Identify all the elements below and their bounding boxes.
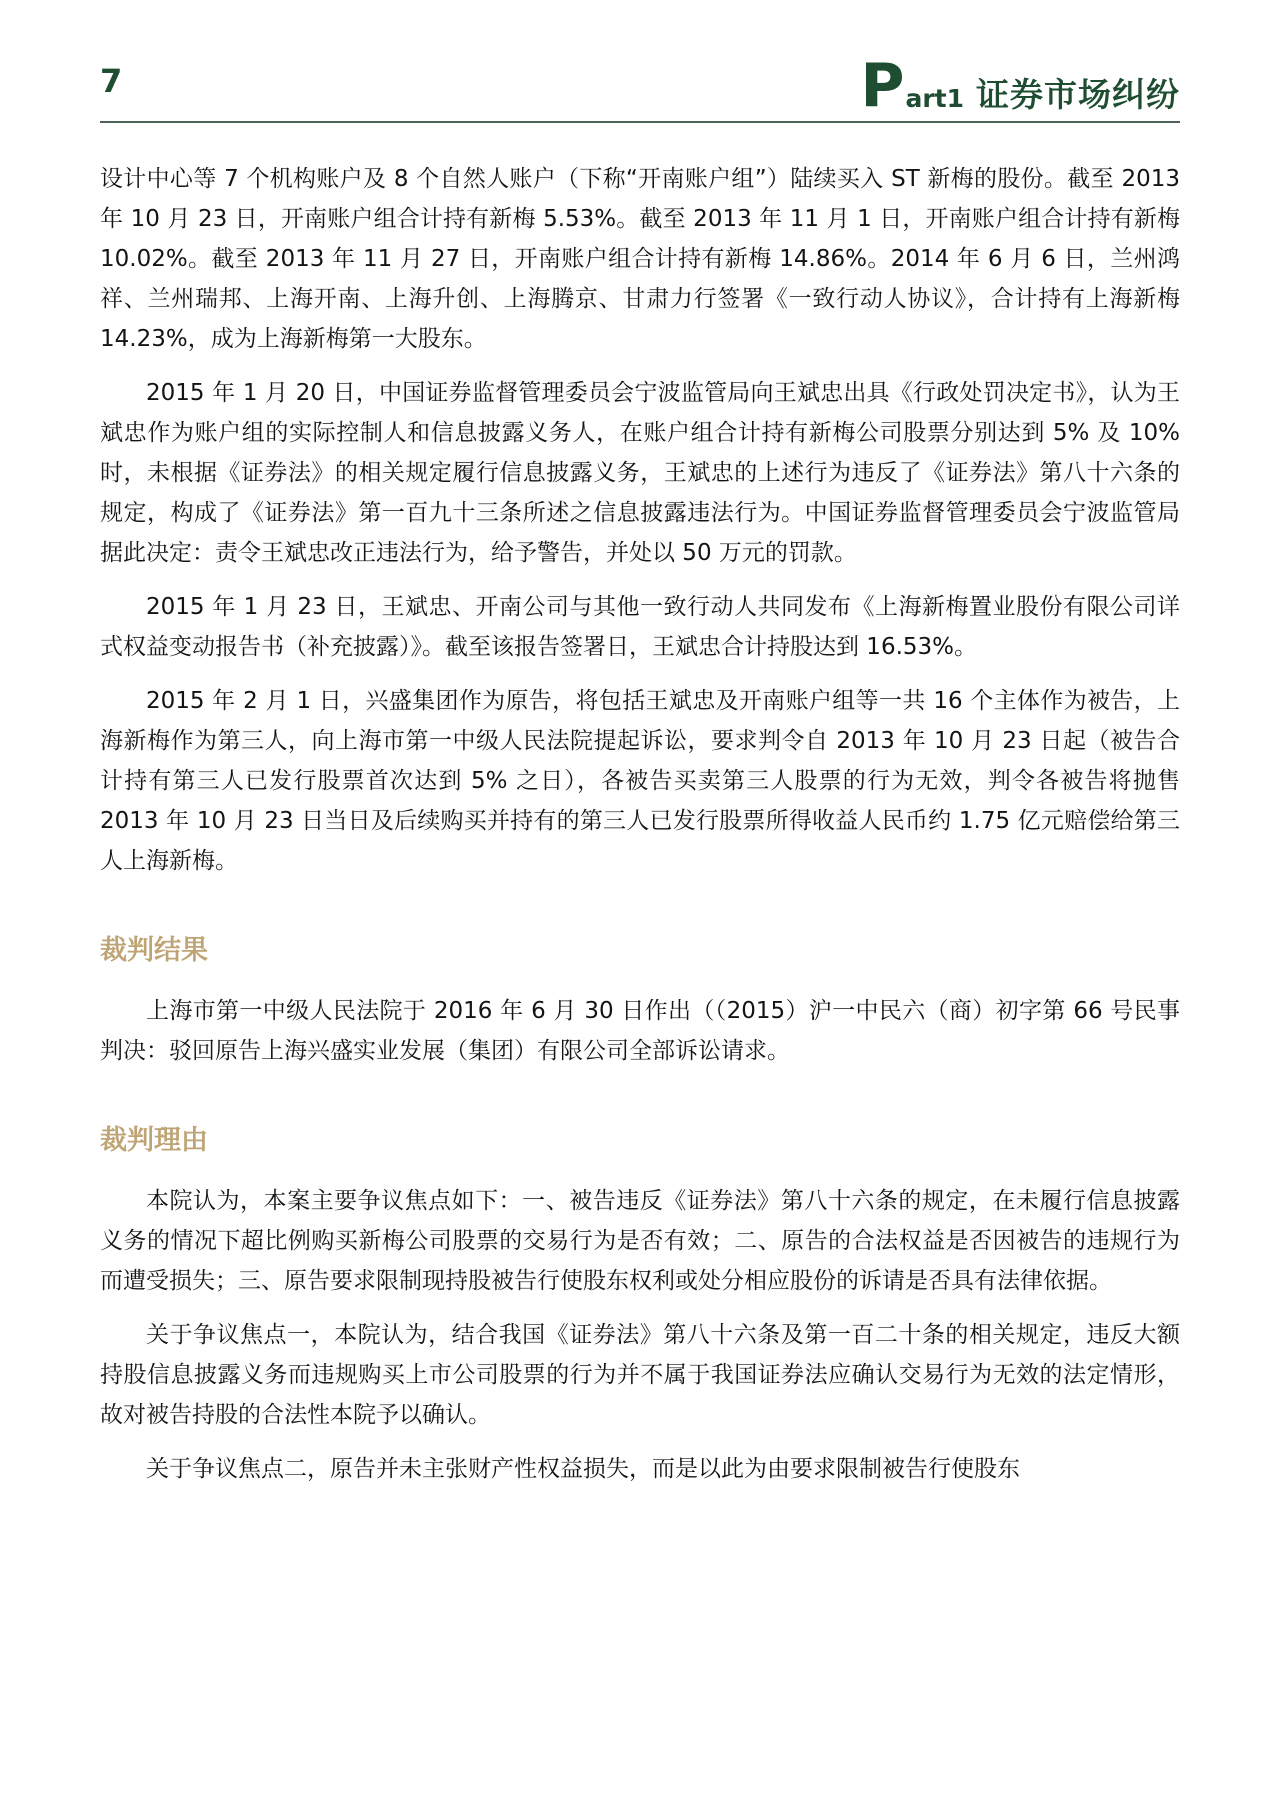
chapter-header xyxy=(860,51,1180,121)
part-number-label: art1 xyxy=(905,84,964,114)
paragraph-dispute-focus-list: 本院认为，本案主要争议焦点如下：一、被告违反《证券法》第八十六条的规定，在未履行信息披露义务的情况下超比例购买新梅公司股票的交易行为是否有效；二、原告的合法权益是否因被告的违规行为而遭受损失；三、原告要求限制现持股被告行使股东权利或处分相应股份的诉请是否具有法律依据。 xyxy=(100,1188,1180,1295)
section-heading-judgment-result: 裁判结果 xyxy=(100,935,208,967)
part-initial-letter: P xyxy=(860,51,905,121)
paragraph-csrc-penalty: 2015 年 1 月 20 日，中国证券监督管理委员会宁波监管局向王斌忠出具《行政处罚决定书》，认为王斌忠作为账户组的实际控制人和信息披露义务人，在账户组合计持有新梅公司股票分别达到 5% 及 10% 时，未根据《证券法》的相关规定履行信息披露义务，王斌忠的上述行为违反了《证券法》第八十六条的规定，构成了《证券法》第一百九十三条所述之信息披露违法行为。中国证券监督管理委员会宁波监管局据此决定：责令王斌忠改正违法行为，给予警告，并处以 50 万元的罚款。 xyxy=(100,380,1180,567)
paragraph-dispute-focus-one: 关于争议焦点一，本院认为，结合我国《证券法》第八十六条及第一百二十条的相关规定，违反大额持股信息披露义务而违规购买上市公司股票的行为并不属于我国证券法应确认交易行为无效的法定情形，故对被告持股的合法性本院予以确认。 xyxy=(100,1322,1180,1429)
paragraph-judgment-result: 上海市第一中级人民法院于 2016 年 6 月 30 日作出（（2015）沪一中民六（商）初字第 66 号民事判决：驳回原告上海兴盛实业发展（集团）有限公司全部诉讼请求。 xyxy=(100,998,1180,1065)
paragraph-lawsuit-filing: 2015 年 2 月 1 日，兴盛集团作为原告，将包括王斌忠及开南账户组等一共 16 个主体作为被告，上海新梅作为第三人，向上海市第一中级人民法院提起诉讼，要求判令自 2013 年 10 月 23 日起（被告合计持有第三人已发行股票首次达到 5% 之日），各被告买卖第三人股票的行为无效，判令各被告将抛售 2013 年 10 月 23 日当日及后续购买并持有的第三人已发行股票所得收益人民币约 1.75 亿元赔偿给第三人上海新梅。 xyxy=(100,688,1180,875)
page-number: 7 xyxy=(100,62,123,101)
paragraph-dispute-focus-two: 关于争议焦点二，原告并未主张财产性权益损失，而是以此为由要求限制被告行使股东 xyxy=(146,1456,1020,1483)
paragraph-equity-report: 2015 年 1 月 23 日，王斌忠、开南公司与其他一致行动人共同发布《上海新梅置业股份有限公司详式权益变动报告书（补充披露）》。截至该报告签署日，王斌忠合计持股达到 16.53%。 xyxy=(100,594,1180,661)
chapter-title: 证券市场纠纷 xyxy=(976,75,1180,115)
page-header xyxy=(100,0,1180,123)
document-body xyxy=(100,123,1180,1489)
paragraph-continuation: 设计中心等 7 个机构账户及 8 个自然人账户（下称“开南账户组”）陆续买入 ST 新梅的股份。截至 2013 年 10 月 23 日，开南账户组合计持有新梅 5.53%。截至 2013 年 11 月 1 日，开南账户组合计持有新梅 10.02%。截至 2013 年 11 月 27 日，开南账户组合计持有新梅 14.86%。2014 年 6 月 6 日，兰州鸿祥、兰州瑞邦、上海开南、上海升创、上海腾京、甘肃力行签署《一致行动人协议》，合计持有上海新梅 14.23%，成为上海新梅第一大股东。 xyxy=(100,166,1181,353)
section-heading-judgment-reasons: 裁判理由 xyxy=(100,1125,208,1157)
